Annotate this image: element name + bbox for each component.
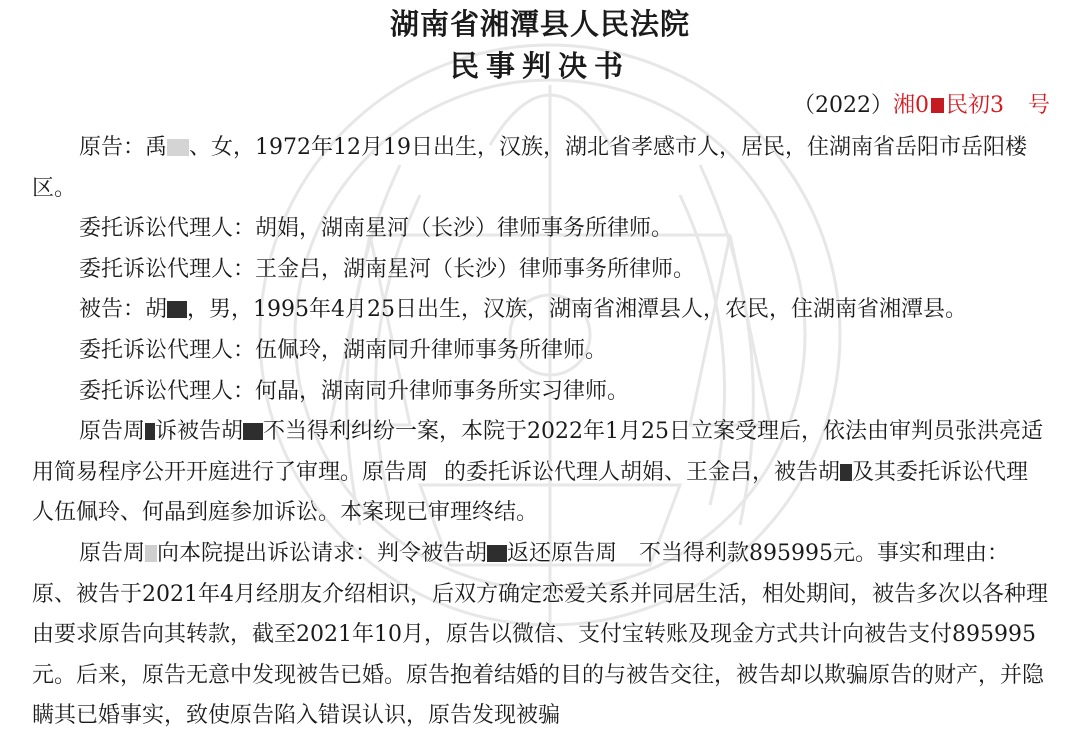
paragraph-case-intro: 原告周 诉被告胡 不当得利纠纷一案，本院于2022年1月25日立案受理后，依法由审判员张洪亮适用简易程序公开开庭进行了审理。原告周 的委托诉讼代理人胡娟、王金吕，被告胡 及其委托诉讼代理人伍佩玲、何晶到庭参加诉讼。本案现已审理终结。	[32, 419, 1044, 526]
redaction-mark	[840, 464, 852, 481]
redaction-mark	[243, 423, 263, 440]
case-middle: 民初3	[945, 93, 1004, 118]
judgment-body	[32, 128, 1050, 737]
redaction-mark	[167, 301, 187, 318]
paragraph-agent-3: 委托诉讼代理人：伍佩玲，湖南同升律师事务所律师。	[79, 337, 608, 363]
redaction-mark	[931, 98, 944, 113]
redaction-mark	[487, 545, 507, 562]
paragraph-agent-2: 委托诉讼代理人：王金吕，湖南星河（长沙）律师事务所律师。	[79, 256, 696, 282]
case-year: （2022）	[792, 93, 893, 118]
paragraph-claims: 原告周 向本院提出诉讼请求：判令被告胡 返还原告周 不当得利款895995元。事实和理由：原、被告于2021年4月经朋友介绍相识，后双方确定恋爱关系并同居生活，相处期间，被告多次以各种理由要求原告向其转款，截至2021年10月，原告以微信、支付宝转账及现金方式共计向被告支付895995元。后来，原告无意中发现被告已婚。原告抱着结婚的目的与被告交往，被告却以欺骗原告的财产，并隐瞒其已婚事实，致使原告陷入错误认识，原告发现被骗	[32, 540, 1048, 729]
redaction-mark	[145, 545, 157, 562]
case-number	[793, 90, 1050, 122]
paragraph-plaintiff: 原告：禹 、女，1972年12月19日出生，汉族，湖北省孝感市人，居民，住湖南省岳阳市岳阳楼区。	[32, 135, 1027, 201]
court-name: 湖南省湘潭县人民法院	[389, 7, 690, 41]
case-prefix: 湘0	[892, 93, 929, 118]
paragraph-agent-1: 委托诉讼代理人：胡娟，湖南星河（长沙）律师事务所律师。	[79, 216, 674, 242]
paragraph-defendant: 被告：胡 ，男，1995年4月25日出生，汉族，湖南省湘潭县人，农民，住湖南省湘潭县。	[79, 297, 967, 323]
redaction-mark	[145, 423, 155, 440]
document-type-title: 民事判决书	[449, 49, 630, 83]
redaction-mark	[167, 139, 189, 156]
case-suffix: 号	[1027, 93, 1050, 118]
paragraph-agent-4: 委托诉讼代理人：何晶，湖南同升律师事务所实习律师。	[79, 378, 630, 404]
